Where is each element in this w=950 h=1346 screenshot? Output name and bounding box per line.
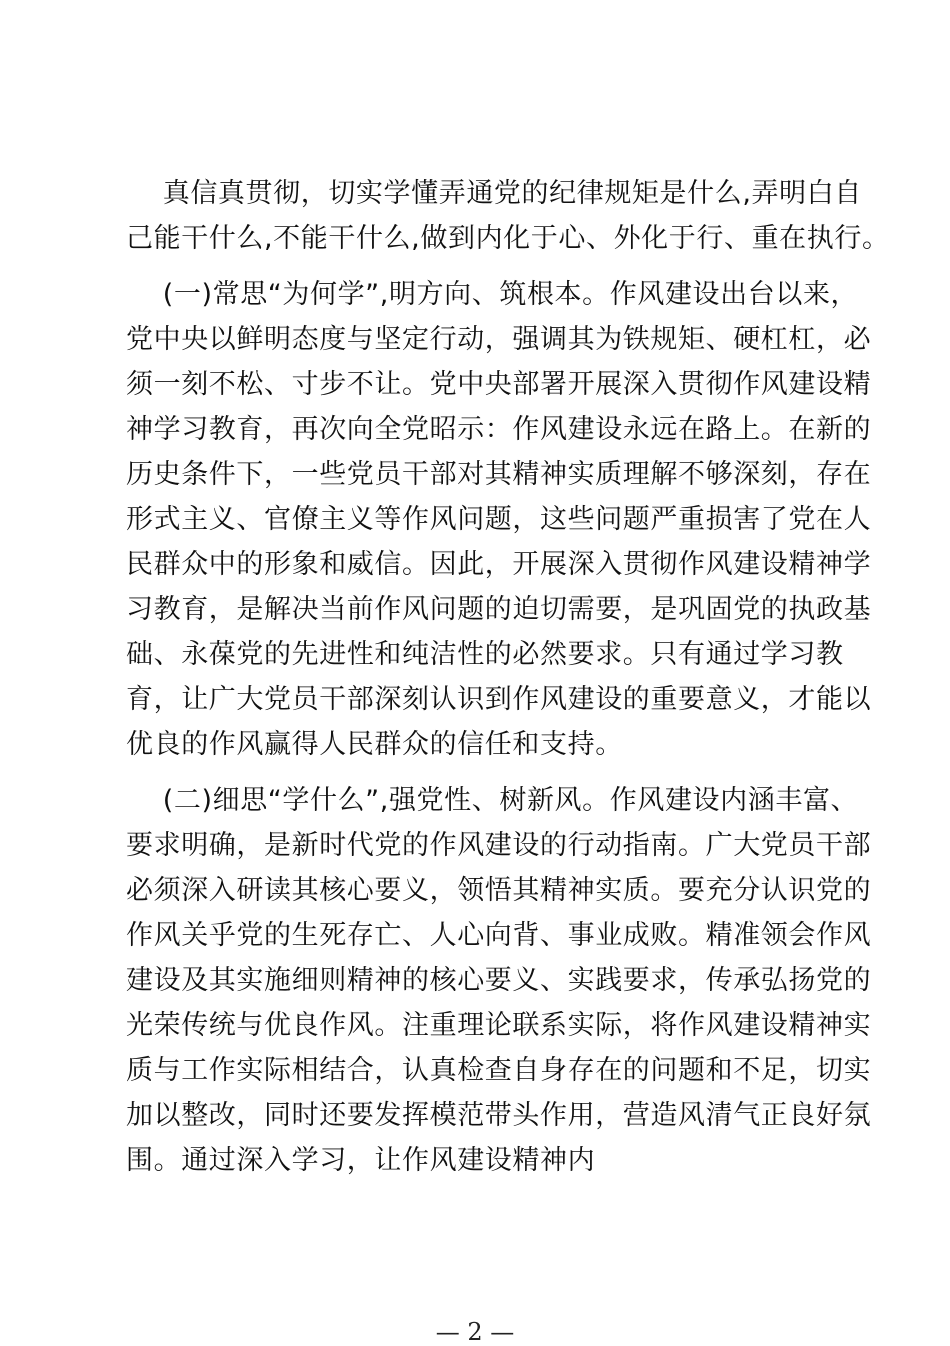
paragraph-3-line-3: 必须深入研读其核心要义，领悟其精神实质。要充分认识党的	[126, 875, 872, 906]
paragraph-2-line-4: 神学习教育，再次向全党昭示：作风建设永远在路上。在新的	[126, 414, 872, 445]
paragraph-2-line-11: 优良的作风赢得人民群众的信任和支持。	[126, 729, 623, 760]
paragraph-2-line-8: 习教育，是解决当前作风问题的迫切需要，是巩固党的执政基	[126, 594, 872, 625]
paragraph-2-line-6: 形式主义、官僚主义等作风问题，这些问题严重损害了党在人	[126, 504, 872, 535]
paragraph-2-line-10: 育，让广大党员干部深刻认识到作风建设的重要意义，才能以	[126, 684, 872, 715]
paragraph-3-line-8: 加以整改，同时还要发挥模范带头作用，营造风清气正良好氛	[126, 1100, 872, 1131]
paragraph-3-line-4: 作风关乎党的生死存亡、人心向背、事业成败。精准领会作风	[126, 920, 872, 951]
paragraph-2-line-9: 础、永葆党的先进性和纯洁性的必然要求。只有通过学习教	[126, 639, 844, 670]
paragraph-3-line-2: 要求明确，是新时代党的作风建设的行动指南。广大党员干部	[126, 830, 872, 861]
paragraph-2-line-2: 党中央以鲜明态度与坚定行动，强调其为铁规矩、硬杠杠，必	[126, 324, 872, 355]
paragraph-2-line-1: (一)常思“为何学”,明方向、筑根本。作风建设出台以来，	[126, 279, 859, 310]
paragraph-2-line-7: 民群众中的形象和威信。因此，开展深入贯彻作风建设精神学	[126, 549, 872, 580]
paragraph-3-line-9: 围。通过深入学习，让作风建设精神内	[126, 1145, 596, 1176]
paragraph-3-line-6: 光荣传统与优良作风。注重理论联系实际，将作风建设精神实	[126, 1010, 872, 1041]
paragraph-3-line-7: 质与工作实际相结合，认真检查自身存在的问题和不足，切实	[126, 1055, 872, 1086]
paragraph-1-line-2: 己能干什么,不能干什么,做到内化于心、外化于行、重在执行。	[126, 223, 890, 254]
document-body	[126, 171, 890, 1183]
paragraph-3-line-5: 建设及其实施细则精神的核心要义、实践要求，传承弘扬党的	[126, 965, 872, 996]
paragraph-2-line-5: 历史条件下，一些党员干部对其精神实质理解不够深刻，存在	[126, 459, 872, 490]
paragraph-2-line-3: 须一刻不松、寸步不让。党中央部署开展深入贯彻作风建设精	[126, 369, 872, 400]
paragraph-3-line-1: (二)细思“学什么”,强党性、树新风。作风建设内涵丰富、	[126, 785, 859, 816]
paragraph-1-line-1: 真信真贯彻，切实学懂弄通党的纪律规矩是什么,弄明白自	[126, 178, 862, 209]
page-number: — 2 —	[435, 1318, 515, 1346]
